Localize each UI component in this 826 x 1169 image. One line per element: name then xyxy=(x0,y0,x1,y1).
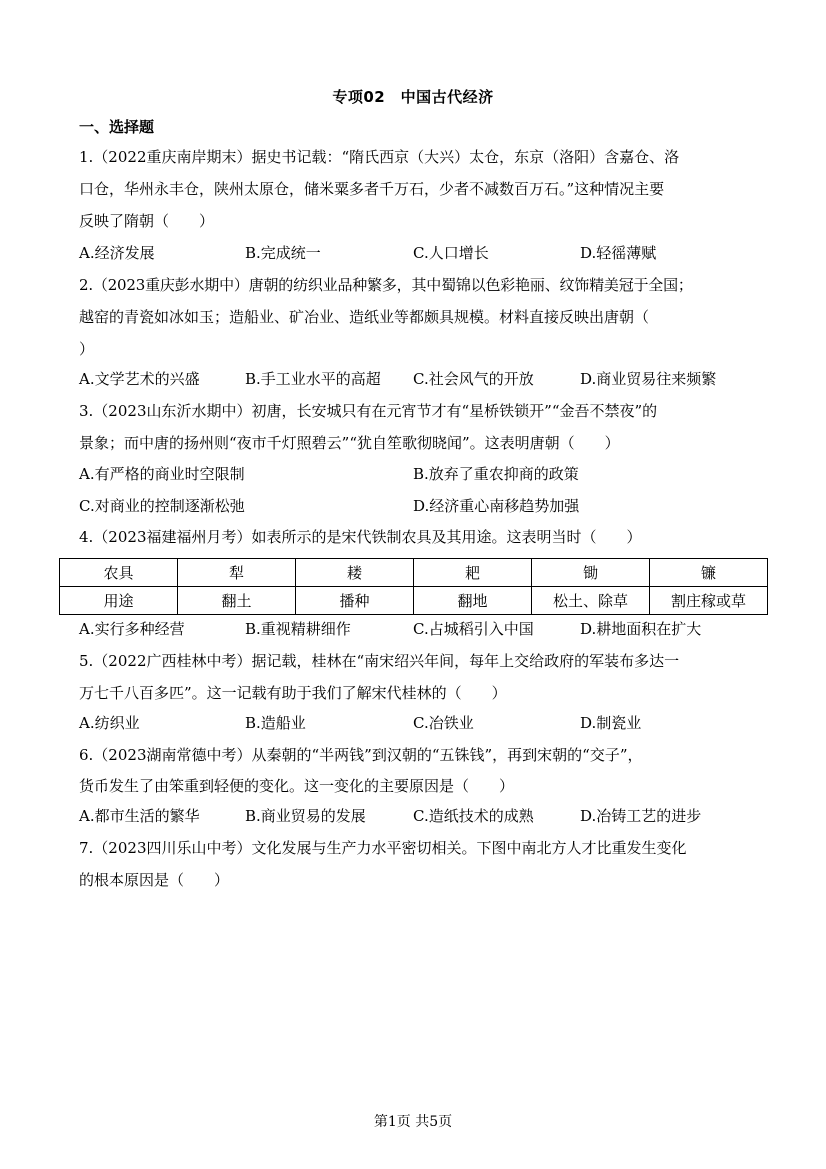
table-cell: 犁 xyxy=(178,559,296,587)
question-3-option-b: B.放弃了重农抑商的政策 xyxy=(413,465,579,483)
table-cell: 用途 xyxy=(60,587,178,615)
question-5-option-a: A.纺织业 xyxy=(79,714,140,732)
page-footer: 第1页 共5页 xyxy=(373,1114,453,1130)
question-3-option-a: A.有严格的商业时空限制 xyxy=(79,465,245,483)
question-4-option-d: D.耕地面积在扩大 xyxy=(580,620,702,638)
question-4-option-a: A.实行多种经营 xyxy=(79,620,185,638)
question-6-option-b: B.商业贸易的发展 xyxy=(245,807,366,825)
question-5-line-1: 5.（2022广西桂林中考）据记载，桂林在“南宋绍兴年间，每年上交给政府的军装布多达一 xyxy=(79,652,680,670)
question-3-line-1: 3.（2023山东沂水期中）初唐，长安城只有在元宵节才有“星桥铁锁开”“金吾不禁夜”的 xyxy=(79,402,658,420)
question-2-line-1: 2.（2023重庆彭水期中）唐朝的纺织业品种繁多，其中蜀锦以色彩艳丽、纹饰精美冠于全国； xyxy=(79,276,693,294)
table-cell: 翻土 xyxy=(178,587,296,615)
question-2-option-d: D.商业贸易往来频繁 xyxy=(580,370,717,388)
table-cell: 锄 xyxy=(532,559,650,587)
question-2-line-3: ） xyxy=(79,340,95,358)
question-1-option-b: B.完成统一 xyxy=(245,244,321,262)
document-title: 专项02 中国古代经济 xyxy=(332,88,494,106)
question-4-option-c: C.占城稻引入中国 xyxy=(413,620,534,638)
question-1-option-a: A.经济发展 xyxy=(79,244,155,262)
table-cell: 翻地 xyxy=(414,587,532,615)
question-5-option-c: C.冶铁业 xyxy=(413,714,474,732)
question-6-option-a: A.都市生活的繁华 xyxy=(79,807,200,825)
question-1-line-3: 反映了隋朝（ ） xyxy=(79,212,215,230)
question-2-option-b: B.手工业水平的高超 xyxy=(245,370,381,388)
question-3-option-c: C.对商业的控制逐渐松弛 xyxy=(79,497,245,515)
table-cell: 耧 xyxy=(296,559,414,587)
question-6-line-1: 6.（2023湖南常德中考）从秦朝的“半两钱”到汉朝的“五铢钱”，再到宋朝的“交子”， xyxy=(79,746,643,764)
question-5-option-b: B.造船业 xyxy=(245,714,306,732)
section-heading: 一、选择题 xyxy=(79,118,155,136)
question-1-option-c: C.人口增长 xyxy=(413,244,489,262)
table-cell: 耙 xyxy=(414,559,532,587)
question-3-line-2: 景象；而中唐的扬州则“夜市千灯照碧云”“犹自笙歌彻晓闻”。这表明唐朝（ ） xyxy=(79,434,620,452)
question-1-line-2: 口仓，华州永丰仓，陕州太原仓，储米粟多者千万石，少者不减数百万石。”这种情况主要 xyxy=(79,180,665,198)
question-1-option-d: D.轻徭薄赋 xyxy=(580,244,657,262)
question-7-line-1: 7.（2023四川乐山中考）文化发展与生产力水平密切相关。下图中南北方人才比重发生变化 xyxy=(79,839,687,857)
question-1-line-1: 1.（2022重庆南岸期末）据史书记载：“隋氏西京（大兴）太仓，东京（洛阳）含嘉仓、洛 xyxy=(79,148,680,166)
question-2-option-a: A.文学艺术的兴盛 xyxy=(79,370,200,388)
question-3-option-d: D.经济重心南移趋势加强 xyxy=(413,497,580,515)
question-7-line-2: 的根本原因是（ ） xyxy=(79,871,230,889)
question-4-option-b: B.重视精耕细作 xyxy=(245,620,351,638)
table-row xyxy=(60,587,768,615)
table-cell: 割庄稼或草 xyxy=(650,587,768,615)
table-row xyxy=(60,559,768,587)
table-cell: 镰 xyxy=(650,559,768,587)
question-2-option-c: C.社会风气的开放 xyxy=(413,370,534,388)
question-5-line-2: 万七千八百多匹”。这一记载有助于我们了解宋代桂林的（ ） xyxy=(79,684,507,702)
question-6-option-c: C.造纸技术的成熟 xyxy=(413,807,534,825)
question-4-line-1: 4.（2023福建福州月考）如表所示的是宋代铁制农具及其用途。这表明当时（ ） xyxy=(79,528,642,546)
table-cell: 播种 xyxy=(296,587,414,615)
question-5-option-d: D.制瓷业 xyxy=(580,714,642,732)
question-6-option-d: D.冶铸工艺的进步 xyxy=(580,807,702,825)
question-2-line-2: 越窑的青瓷如冰如玉；造船业、矿冶业、造纸业等都颇具规模。材料直接反映出唐朝（ xyxy=(79,308,650,326)
farm-tools-table xyxy=(59,558,768,615)
table-cell: 松土、除草 xyxy=(532,587,650,615)
table-cell: 农具 xyxy=(60,559,178,587)
question-6-line-2: 货币发生了由笨重到轻便的变化。这一变化的主要原因是（ ） xyxy=(79,777,515,795)
